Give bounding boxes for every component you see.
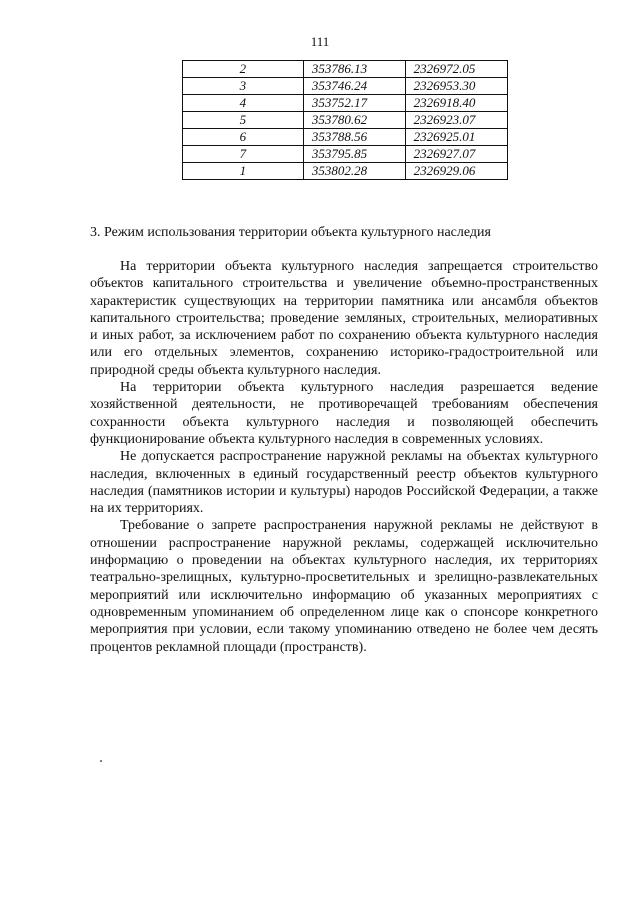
x-coordinate-cell: 353780.62 (303, 112, 405, 129)
section-heading: 3. Режим использования территории объекта культурного наследия (90, 225, 491, 240)
paragraph-permitted-activity: На территории объекта культурного наследия разрешается ведение хозяйственной деятельности, не противоречащей требованиям обеспечения сохранности объекта культурного наследия и позволяющей обеспечить функционирование объекта культурного наследия в современных условиях. (90, 380, 598, 447)
coordinates-table (182, 60, 508, 180)
y-coordinate-cell: 2326918.40 (405, 95, 507, 112)
point-number-cell: 7 (183, 146, 304, 163)
paragraph-advertising-ban: Не допускается распространение наружной рекламы на объектах культурного наследия, включенных в единый государственный реестр объектов культурного наследия (памятников истории и культуры) народов Российской Федерации, а также на их территориях. (90, 449, 598, 517)
point-number-cell: 6 (183, 129, 304, 146)
x-coordinate-cell: 353786.13 (303, 61, 405, 78)
y-coordinate-cell: 2326953.30 (405, 78, 507, 95)
x-coordinate-cell: 353795.85 (303, 146, 405, 163)
y-coordinate-cell: 2326927.07 (405, 146, 507, 163)
x-coordinate-cell: 353746.24 (303, 78, 405, 95)
table-row (183, 129, 508, 146)
x-coordinate-cell: 353752.17 (303, 95, 405, 112)
point-number-cell: 5 (183, 112, 304, 129)
page-number: 111 (310, 34, 330, 49)
x-coordinate-cell: 353788.56 (303, 129, 405, 146)
point-number-cell: 1 (183, 163, 304, 180)
x-coordinate-cell: 353802.28 (303, 163, 405, 180)
point-number-cell: 3 (183, 78, 304, 95)
table-row (183, 112, 508, 129)
table-row (183, 163, 508, 180)
point-number-cell: 4 (183, 95, 304, 112)
section-body (90, 258, 598, 656)
point-number-cell: 2 (183, 61, 304, 78)
y-coordinate-cell: 2326923.07 (405, 112, 507, 129)
table-row (183, 61, 508, 78)
paragraph-prohibitions: На территории объекта культурного наследия запрещается строительство объектов капитального строительства и увеличение объемно-пространственных характеристик существующих на территории памятника или ансамбля объектов капитального строительства; проведение земляных, строительных, мелиоративных и иных работ, за исключением работ по сохранению объекта культурного наследия или его отдельных элементов, сохранению историко-градостроительной или природной среды объекта культурного наследия. (90, 259, 598, 378)
table-row (183, 78, 508, 95)
y-coordinate-cell: 2326929.06 (405, 163, 507, 180)
paragraph-advertising-exception: Требование о запрете распространения наружной рекламы не действуют в отношении распространение наружной рекламы, содержащей исключительно информацию о проведении на объектах культурного наследия, их территориях театрально-зрелищных, культурно-просветительных и зрелищно-развлекательных мероприятий или исключительно информацию об указанных мероприятиях с одновременным упоминанием об определенном лице как о спонсоре конкретного мероприятия при условии, если такому упоминанию отведено не более чем десять процентов рекламной площади (пространств). (90, 518, 598, 655)
y-coordinate-cell: 2326925.01 (405, 129, 507, 146)
y-coordinate-cell: 2326972.05 (405, 61, 507, 78)
table-row (183, 146, 508, 163)
coordinates-table-body (183, 61, 508, 180)
table-row (183, 95, 508, 112)
scan-dot-mark (100, 760, 102, 762)
